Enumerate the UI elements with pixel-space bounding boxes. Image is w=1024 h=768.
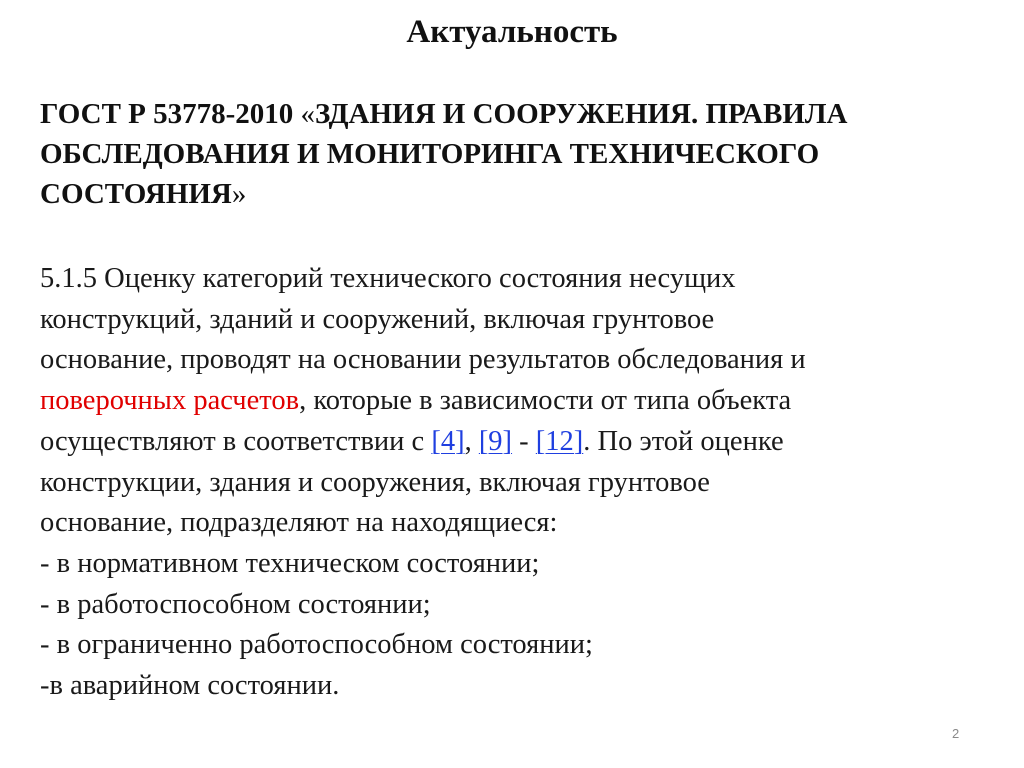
list-item: - в работоспособном состоянии; bbox=[40, 588, 431, 620]
body-line-3: основание, проводят на основании результатов обследования и bbox=[40, 344, 806, 376]
body-line-5-start: осуществляют в соответствии с bbox=[40, 425, 432, 457]
body-line-5-end: . По этой оценке bbox=[583, 425, 784, 457]
list-item: - в нормативном техническом состоянии; bbox=[40, 547, 540, 579]
clause-body bbox=[40, 259, 1000, 707]
reference-link-4[interactable]: [4] bbox=[431, 425, 465, 457]
body-line-4 bbox=[40, 381, 1000, 422]
body-line-1: 5.1.5 Оценку категорий технического состояния несущих bbox=[40, 263, 736, 294]
slide-title: Актуальность bbox=[406, 14, 618, 50]
reference-link-9[interactable]: [9] bbox=[478, 425, 513, 457]
reference-link-12[interactable]: [12] bbox=[535, 425, 584, 457]
heading-open-quote: « bbox=[300, 98, 316, 130]
body-line-7: основание, подразделяют на находящиеся: bbox=[40, 507, 558, 539]
heading-line-3 bbox=[40, 174, 1000, 214]
heading-prefix: ГОСТ Р 53778-2010 bbox=[40, 98, 301, 130]
page-number: 2 bbox=[952, 726, 960, 741]
body-line-4-rest: , которые в зависимости от типа объекта bbox=[299, 385, 792, 417]
reference-separator-2: - bbox=[512, 425, 536, 457]
body-line-5 bbox=[40, 422, 1000, 463]
body-line-6: конструкции, здания и сооружения, включая грунтовое bbox=[40, 466, 710, 498]
list-item: -в аварийном состоянии. bbox=[40, 670, 340, 702]
reference-separator-1: , bbox=[464, 425, 479, 457]
list-item: - в ограниченно работоспособном состоянии; bbox=[40, 629, 593, 661]
heading-line-2: ОБСЛЕДОВАНИЯ И МОНИТОРИНГА ТЕХНИЧЕСКОГО bbox=[40, 138, 820, 170]
highlighted-term: поверочных расчетов bbox=[40, 385, 300, 417]
heading-close-quote: » bbox=[231, 178, 247, 210]
heading-line-1-rest: ЗДАНИЯ И СООРУЖЕНИЯ. ПРАВИЛА bbox=[315, 98, 848, 130]
standard-heading bbox=[40, 94, 1000, 214]
body-line-2: конструкций, зданий и сооружений, включая грунтовое bbox=[40, 303, 715, 335]
heading-line-1 bbox=[40, 94, 1000, 134]
heading-line-3-text: СОСТОЯНИЯ bbox=[40, 178, 232, 210]
